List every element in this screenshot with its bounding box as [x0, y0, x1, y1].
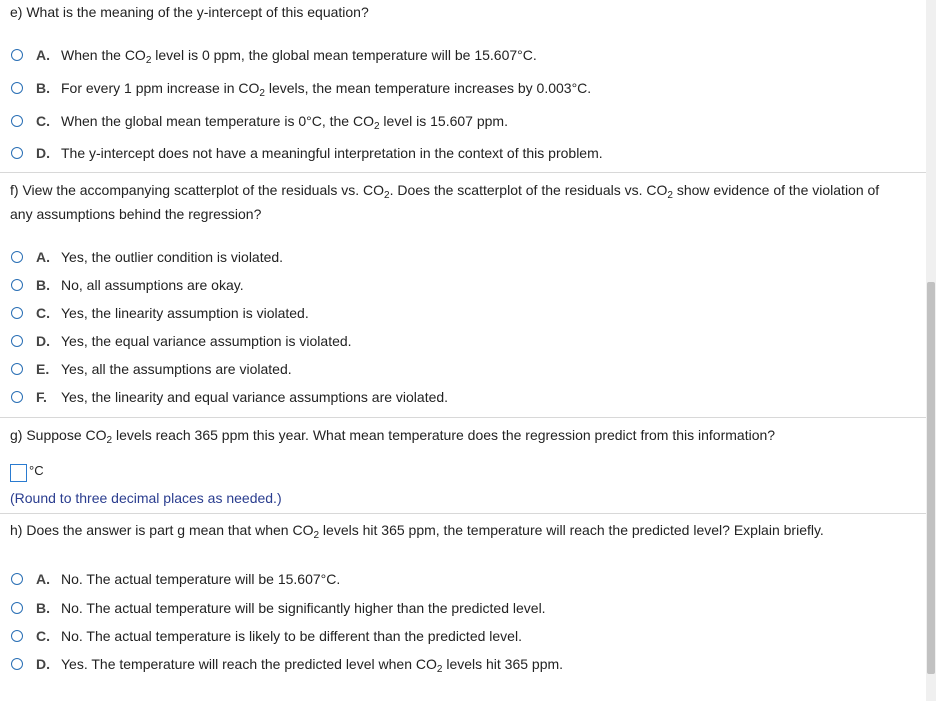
- option-letter: C.: [36, 113, 50, 129]
- option-f-b[interactable]: [11, 274, 244, 296]
- option-letter: B.: [36, 600, 50, 616]
- radio-button[interactable]: [11, 49, 23, 61]
- option-text: When the $CO_2$ level is 0 ppm, the global mean temperature will be 15.607°C.: [61, 47, 537, 66]
- vertical-scrollbar[interactable]: [926, 0, 936, 701]
- option-text: Yes. The temperature will reach the predicted level when $CO_2$ levels hit 365 ppm.: [61, 656, 564, 675]
- option-letter: C.: [36, 305, 50, 321]
- option-h-a[interactable]: [11, 568, 340, 590]
- radio-button[interactable]: [11, 82, 23, 94]
- option-letter: E.: [36, 361, 50, 377]
- option-letter: A.: [36, 249, 50, 265]
- scrollbar-thumb[interactable]: [927, 282, 935, 674]
- unit-label: °C: [29, 463, 44, 478]
- option-h-c[interactable]: [11, 625, 522, 647]
- option-e-b[interactable]: [11, 77, 591, 99]
- radio-button[interactable]: [11, 391, 23, 403]
- radio-button[interactable]: [11, 602, 23, 614]
- option-h-b[interactable]: [11, 597, 546, 619]
- option-text: For every 1 ppm increase in $CO_2$ levels, the mean temperature increases by 0.003°C.: [61, 80, 592, 99]
- question-e-text: e) What is the meaning of the y-intercept of this equation?: [10, 4, 369, 20]
- option-h-d[interactable]: [11, 653, 563, 675]
- option-text: Yes, all the assumptions are violated.: [61, 361, 292, 377]
- option-text: No. The actual temperature will be significantly higher than the predicted level.: [61, 600, 546, 616]
- option-e-d[interactable]: [11, 142, 603, 164]
- question-h-text: h) Does the answer is part g mean that when $CO_2$ levels hit 365 ppm, the temperature will reach the predicted level? Explain briefly.: [10, 522, 824, 541]
- answer-input[interactable]: [10, 464, 27, 482]
- section-divider: [0, 417, 926, 418]
- radio-button[interactable]: [11, 307, 23, 319]
- option-letter: B.: [36, 80, 50, 96]
- option-letter: A.: [36, 47, 50, 63]
- option-letter: F.: [36, 389, 47, 405]
- option-text: No. The actual temperature is likely to be different than the predicted level.: [61, 628, 522, 644]
- option-text: No, all assumptions are okay.: [61, 277, 244, 293]
- radio-button[interactable]: [11, 279, 23, 291]
- option-text: Yes, the linearity assumption is violated.: [61, 305, 309, 321]
- radio-button[interactable]: [11, 115, 23, 127]
- option-f-a[interactable]: [11, 246, 283, 268]
- option-f-c[interactable]: [11, 302, 309, 324]
- option-f-d[interactable]: [11, 330, 352, 352]
- option-letter: A.: [36, 571, 50, 587]
- section-divider: [0, 172, 926, 173]
- option-f-f[interactable]: [11, 386, 448, 408]
- option-f-e[interactable]: [11, 358, 292, 380]
- option-e-a[interactable]: [11, 44, 537, 66]
- section-divider: [0, 513, 926, 514]
- option-text: The y-intercept does not have a meaningful interpretation in the context of this problem.: [61, 145, 603, 161]
- rounding-hint: (Round to three decimal places as needed.): [10, 490, 282, 506]
- radio-button[interactable]: [11, 251, 23, 263]
- option-letter: B.: [36, 277, 50, 293]
- radio-button[interactable]: [11, 630, 23, 642]
- option-letter: D.: [36, 333, 50, 349]
- question-g-text: g) Suppose $CO_2$ levels reach 365 ppm this year. What mean temperature does the regression predict from this information?: [10, 427, 776, 446]
- question-f-text: f) View the accompanying scatterplot of the residuals vs. $CO_2$. Does the scatterplot of the residuals vs. $CO_2$ show evidence of the violation of any assumptions behind the regression?: [10, 182, 880, 222]
- radio-button[interactable]: [11, 335, 23, 347]
- option-letter: C.: [36, 628, 50, 644]
- option-letter: D.: [36, 656, 50, 672]
- radio-button[interactable]: [11, 573, 23, 585]
- option-text: Yes, the linearity and equal variance assumptions are violated.: [61, 389, 449, 405]
- radio-button[interactable]: [11, 363, 23, 375]
- option-text: Yes, the equal variance assumption is violated.: [61, 333, 352, 349]
- option-text: No. The actual temperature will be 15.607°C.: [61, 571, 341, 587]
- option-e-c[interactable]: [11, 110, 508, 132]
- radio-button[interactable]: [11, 147, 23, 159]
- option-letter: D.: [36, 145, 50, 161]
- radio-button[interactable]: [11, 658, 23, 670]
- option-text: When the global mean temperature is 0°C, the $CO_2$ level is 15.607 ppm.: [61, 113, 508, 132]
- option-text: Yes, the outlier condition is violated.: [61, 249, 284, 265]
